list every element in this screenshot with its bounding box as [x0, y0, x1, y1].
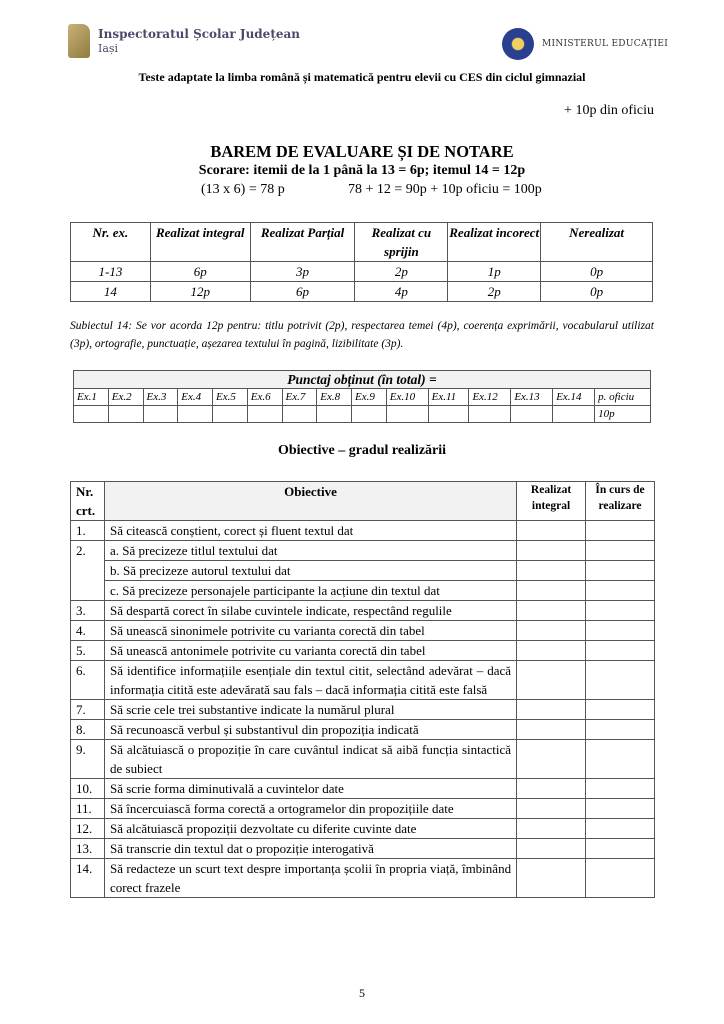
- punctaj-column-label: Ex.9: [352, 389, 387, 406]
- cell: 3p: [250, 262, 355, 282]
- objective-text: Să încercuiască forma corectă a ortogramelor din propozițiile date: [104, 799, 516, 819]
- in-curs-cell[interactable]: [586, 700, 655, 720]
- objective-text: Să recunoască verbul și substantivul din propoziția indicată: [104, 720, 516, 740]
- punctaj-value-cell[interactable]: [511, 406, 553, 423]
- table-row: [71, 740, 655, 779]
- cell: 1p: [448, 262, 541, 282]
- table-row: [71, 720, 655, 740]
- in-curs-cell[interactable]: [586, 621, 655, 641]
- punctaj-column-label: Ex.5: [213, 389, 248, 406]
- score-table-header: [71, 223, 653, 262]
- punctaj-value-cell[interactable]: [352, 406, 387, 423]
- obiective-table: [70, 481, 655, 898]
- realizat-cell[interactable]: [517, 720, 586, 740]
- table-row: [71, 581, 655, 601]
- punctaj-column-label: p. oficiu: [595, 389, 651, 406]
- cell: 4p: [355, 282, 448, 302]
- cell: 0p: [541, 262, 653, 282]
- row-number: 10.: [71, 779, 105, 799]
- table-row: [71, 839, 655, 859]
- in-curs-cell[interactable]: [586, 740, 655, 779]
- realizat-cell[interactable]: [517, 740, 586, 779]
- ministry-logo: [502, 28, 668, 60]
- realizat-cell[interactable]: [517, 541, 586, 561]
- cell: 6p: [150, 262, 250, 282]
- table-row: [71, 601, 655, 621]
- header-cell: Nerealizat: [541, 223, 653, 262]
- in-curs-cell[interactable]: [586, 641, 655, 661]
- calc-1: (13 x 6) = 78 p: [201, 182, 285, 197]
- in-curs-cell[interactable]: [586, 819, 655, 839]
- punctaj-column-label: Ex.2: [108, 389, 143, 406]
- header-cell: Realizat cu sprijin: [355, 223, 448, 262]
- punctaj-value-cell[interactable]: [178, 406, 213, 423]
- realizat-cell[interactable]: [517, 661, 586, 700]
- punctaj-value-cell[interactable]: [282, 406, 317, 423]
- realizat-cell[interactable]: [517, 641, 586, 661]
- in-curs-cell[interactable]: [586, 561, 655, 581]
- table-row: [71, 521, 655, 541]
- isj-logo: [68, 24, 300, 58]
- header-cell: Nr. ex.: [71, 223, 151, 262]
- table-row: [71, 561, 655, 581]
- header-cell: Realizat incorect: [448, 223, 541, 262]
- header-cell: Realizat Parțial: [250, 223, 355, 262]
- punctaj-value-cell[interactable]: [428, 406, 469, 423]
- row-number: 9.: [71, 740, 105, 779]
- realizat-cell[interactable]: [517, 799, 586, 819]
- row-number: 3.: [71, 601, 105, 621]
- table-row: [71, 819, 655, 839]
- table-row: [71, 641, 655, 661]
- isj-name: Inspectoratul Școlar Județean: [98, 27, 300, 41]
- table-row: [71, 282, 653, 302]
- row-number: 12.: [71, 819, 105, 839]
- punctaj-table: [73, 370, 651, 423]
- realizat-cell[interactable]: [517, 779, 586, 799]
- objective-text: Să scrie cele trei substantive indicate la numărul plural: [104, 700, 516, 720]
- punctaj-value-cell[interactable]: [143, 406, 178, 423]
- header-realizat: Realizat integral: [517, 482, 586, 521]
- in-curs-cell[interactable]: [586, 541, 655, 561]
- objective-text: Să transcrie din textul dat o propoziție interogativă: [104, 839, 516, 859]
- punctaj-column-label: Ex.4: [178, 389, 213, 406]
- objective-text: Să identifice informațiile esențiale din textul citit, selectând adevărat – dacă informația citită este adevărată sau fals – dacă informația citită este falsă: [104, 661, 516, 700]
- document-subtitle: Teste adaptate la limba română și matematică pentru elevii cu CES din ciclul gimnazial: [138, 70, 586, 84]
- punctaj-value-cell: 10p: [595, 406, 651, 423]
- table-row: [71, 262, 653, 282]
- row-number: 13.: [71, 839, 105, 859]
- realizat-cell[interactable]: [517, 621, 586, 641]
- table-row: [71, 799, 655, 819]
- header-nr: Nr. crt.: [71, 482, 105, 521]
- objective-text: a. Să precizeze titlul textului dat: [104, 541, 516, 561]
- header-obiective: Obiective: [104, 482, 516, 521]
- punctaj-value-cell[interactable]: [317, 406, 352, 423]
- table-row: [71, 621, 655, 641]
- obiective-heading: Obiective – gradul realizării: [277, 443, 447, 458]
- punctaj-column-label: Ex.10: [386, 389, 428, 406]
- objective-text: c. Să precizeze personajele participante la acțiune din textul dat: [104, 581, 516, 601]
- objective-text: Să alcătuiască propoziții dezvoltate cu diferite cuvinte date: [104, 819, 516, 839]
- objective-text: Să despartă corect în silabe cuvintele indicate, respectând regulile: [104, 601, 516, 621]
- row-number: 11.: [71, 799, 105, 819]
- realizat-cell[interactable]: [517, 581, 586, 601]
- punctaj-value-cell[interactable]: [553, 406, 595, 423]
- realizat-cell[interactable]: [517, 521, 586, 541]
- cell: 1-13: [71, 262, 151, 282]
- cell: 6p: [250, 282, 355, 302]
- punctaj-value-cell[interactable]: [108, 406, 143, 423]
- realizat-cell[interactable]: [517, 819, 586, 839]
- table-row: [71, 541, 655, 561]
- in-curs-cell[interactable]: [586, 839, 655, 859]
- in-curs-cell[interactable]: [586, 581, 655, 601]
- punctaj-value-cell[interactable]: [247, 406, 282, 423]
- isj-city: Iași: [98, 42, 119, 55]
- row-number: 4.: [71, 621, 105, 641]
- in-curs-cell[interactable]: [586, 521, 655, 541]
- in-curs-cell[interactable]: [586, 859, 655, 898]
- realizat-cell[interactable]: [517, 561, 586, 581]
- row-number: 1.: [71, 521, 105, 541]
- objective-text: Să alcătuiască o propoziție în care cuvântul indicat să aibă funcția sintactică de subiect: [104, 740, 516, 779]
- cell: 2p: [355, 262, 448, 282]
- punctaj-column-label: Ex.3: [143, 389, 178, 406]
- oficiu-note: + 10p din oficiu: [564, 103, 654, 118]
- header-cell: Realizat integral: [150, 223, 250, 262]
- punctaj-column-label: Ex.7: [282, 389, 317, 406]
- punctaj-column-label: Ex.6: [247, 389, 282, 406]
- row-number: 2.: [71, 541, 105, 601]
- punctaj-column-label: Ex.14: [553, 389, 595, 406]
- cell: 2p: [448, 282, 541, 302]
- isj-crest-icon: [68, 24, 90, 58]
- table-row: [71, 700, 655, 720]
- ministry-seal-icon: [502, 28, 534, 60]
- scorare-text: Scorare: itemii de la 1 până la 13 = 6p; itemul 14 = 12p: [198, 163, 526, 178]
- row-number: 8.: [71, 720, 105, 740]
- realizat-cell[interactable]: [517, 601, 586, 621]
- row-number: 5.: [71, 641, 105, 661]
- realizat-cell[interactable]: [517, 700, 586, 720]
- punctaj-column-label: Ex.8: [317, 389, 352, 406]
- table-row: [71, 661, 655, 700]
- row-number: 14.: [71, 859, 105, 898]
- table-row: [71, 859, 655, 898]
- punctaj-column-label: Ex.11: [428, 389, 469, 406]
- in-curs-cell[interactable]: [586, 661, 655, 700]
- score-table: [70, 222, 653, 302]
- page-number: 5: [359, 986, 365, 1000]
- cell: 12p: [150, 282, 250, 302]
- objective-text: Să redacteze un scurt text despre importanța școlii în propria viață, îmbinând corect frazele: [104, 859, 516, 898]
- punctaj-title: Punctaj obținut (în total) =: [74, 371, 651, 389]
- punctaj-value-cell[interactable]: [74, 406, 109, 423]
- objective-text: b. Să precizeze autorul textului dat: [104, 561, 516, 581]
- realizat-cell[interactable]: [517, 839, 586, 859]
- objective-text: Să citească conștient, corect și fluent textul dat: [104, 521, 516, 541]
- punctaj-column-label: Ex.1: [74, 389, 109, 406]
- row-number: 6.: [71, 661, 105, 700]
- punctaj-column-label: Ex.13: [511, 389, 553, 406]
- objective-text: Să unească antonimele potrivite cu varianta corectă din tabel: [104, 641, 516, 661]
- objective-text: Să scrie forma diminutivală a cuvintelor date: [104, 779, 516, 799]
- header-in-curs: În curs de realizare: [586, 482, 655, 521]
- subject-14-note: Subiectul 14: Se vor acorda 12p pentru: titlu potrivit (2p), respectarea temei (4p), coerența exprimării, vocabularul utilizat (3p), ortografie, punctuație, așezarea textului în pagină, lizibilitate (3p).: [70, 320, 654, 350]
- table-row: [71, 779, 655, 799]
- in-curs-cell[interactable]: [586, 720, 655, 740]
- cell: 14: [71, 282, 151, 302]
- objective-text: Să unească sinonimele potrivite cu varianta corectă din tabel: [104, 621, 516, 641]
- punctaj-value-cell[interactable]: [213, 406, 248, 423]
- barem-title: BAREM DE EVALUARE ȘI DE NOTARE: [210, 142, 514, 161]
- punctaj-value-cell[interactable]: [386, 406, 428, 423]
- cell: 0p: [541, 282, 653, 302]
- punctaj-column-label: Ex.12: [469, 389, 511, 406]
- in-curs-cell[interactable]: [586, 779, 655, 799]
- in-curs-cell[interactable]: [586, 799, 655, 819]
- realizat-cell[interactable]: [517, 859, 586, 898]
- ministry-name: MINISTERUL EDUCAȚIEI: [542, 39, 669, 49]
- calc-2: 78 + 12 = 90p + 10p oficiu = 100p: [348, 182, 542, 197]
- in-curs-cell[interactable]: [586, 601, 655, 621]
- punctaj-value-cell[interactable]: [469, 406, 511, 423]
- row-number: 7.: [71, 700, 105, 720]
